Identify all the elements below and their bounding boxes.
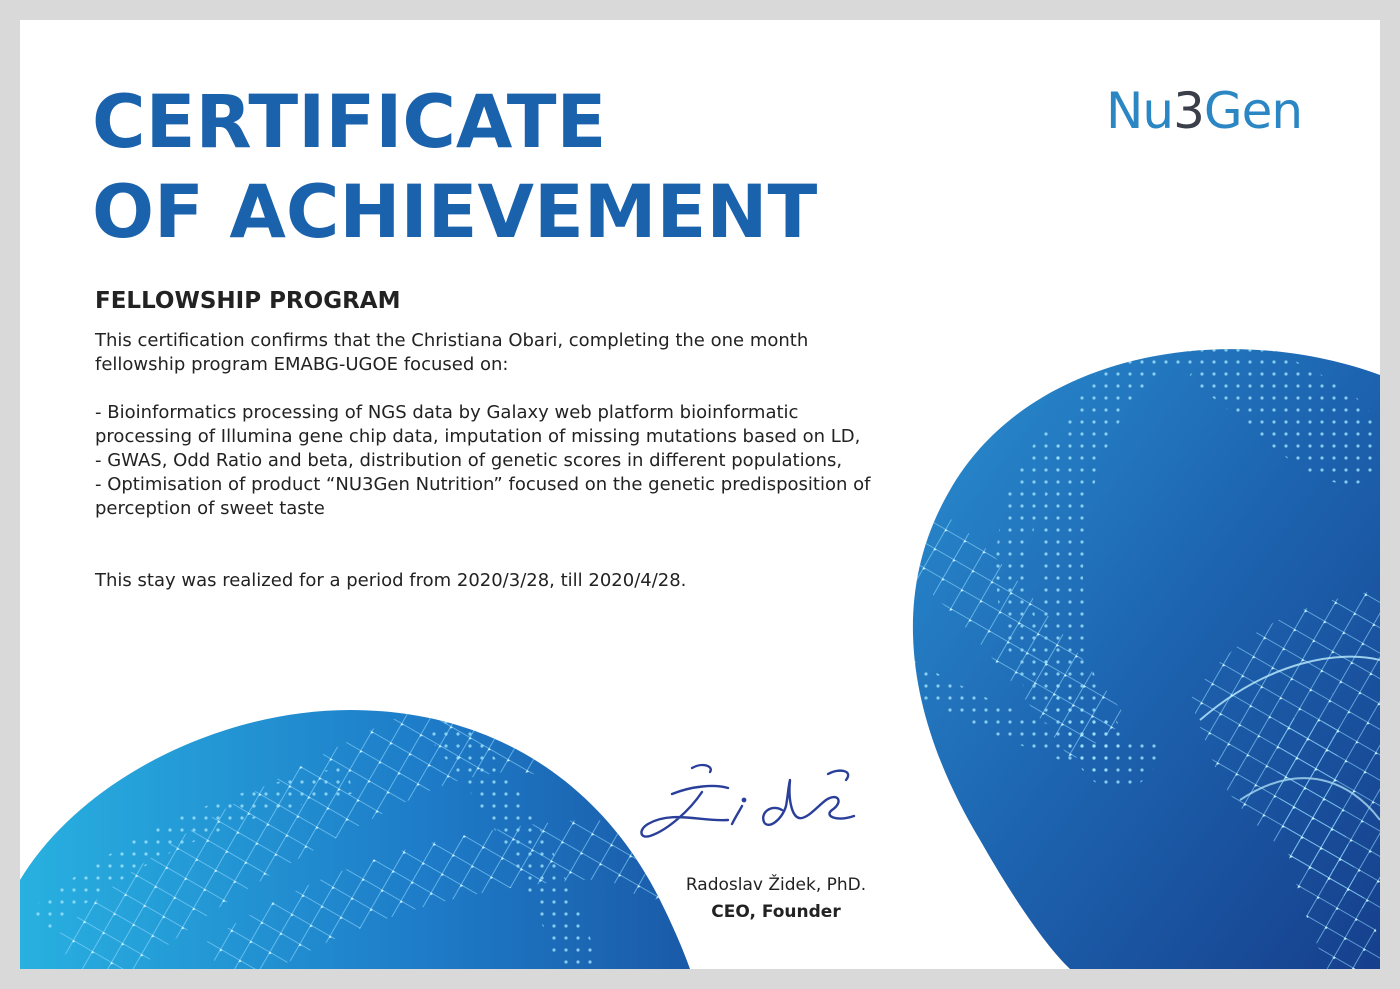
focus-item: - Optimisation of product “NU3Gen Nutrition” focused on the genetic predisposition of perception of sweet taste [95,474,871,519]
signer-role: CEO, Founder [711,902,841,922]
nu3gen-logo [1106,82,1302,140]
logo-mark: 3 [1173,82,1204,140]
focus-item: - Bioinformatics processing of NGS data by Galaxy web platform bioinformatic processing of Illumina gene chip data, imputation of missing mutations based on LD, [95,402,861,447]
logo-text-suffix: Gen [1203,82,1303,140]
signer-block [620,872,932,926]
handwritten-signature [632,750,892,850]
period-statement: This stay was realized for a period from 2020/3/28, till 2020/4/28. [95,570,687,591]
certificate-body [95,329,875,593]
program-subtitle: FELLOWSHIP PROGRAM [95,288,401,314]
title-line-2: OF ACHIEVEMENT [92,170,818,255]
title-line-1: CERTIFICATE [92,80,607,165]
signer-name: Radoslav Židek, PhD. [685,875,867,895]
logo-text-prefix: Nu [1106,82,1174,140]
certificate-title [92,78,817,258]
intro-paragraph: This certification confirms that the Christiana Obari, completing the one month fellowship program EMABG-UGOE focused on: [95,330,809,375]
certificate-page [20,20,1380,969]
focus-item: - GWAS, Odd Ratio and beta, distribution of genetic scores in different populations, [95,450,843,471]
